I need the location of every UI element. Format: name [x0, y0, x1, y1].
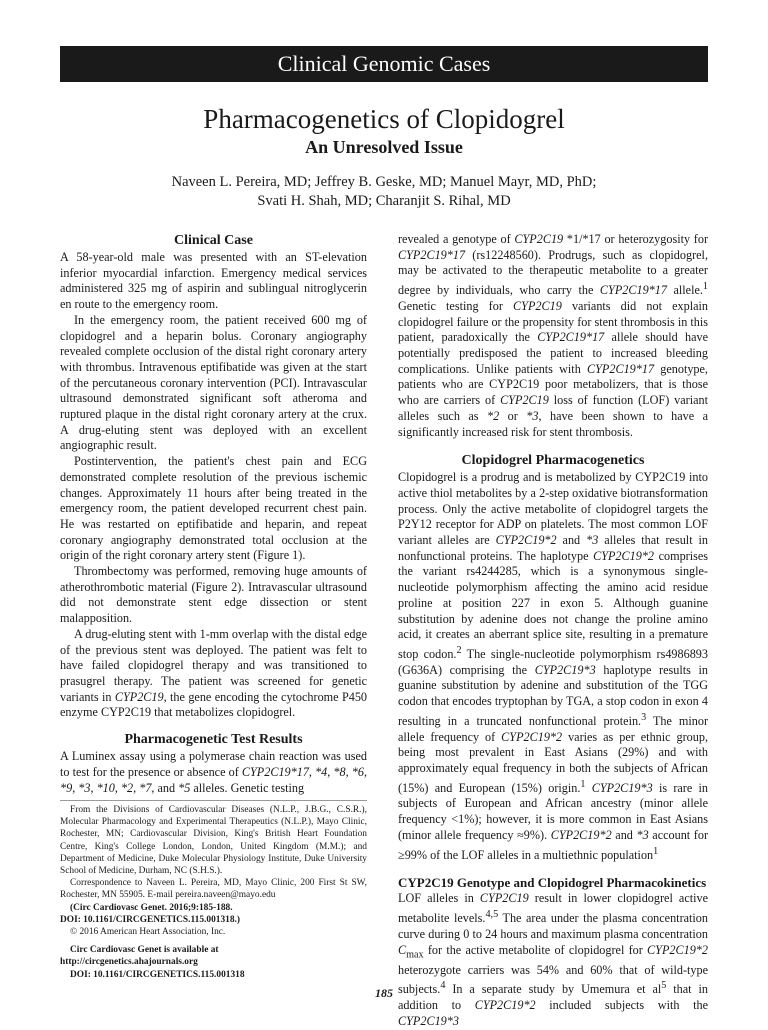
left-column [60, 232, 367, 796]
footnote-copyright: © 2016 American Heart Association, Inc. [70, 927, 226, 938]
paragraph: A 58-year-old male was presented with an ST-elevation inferior myocardial infarction. Emergency medical services administered 325 mg of aspirin and sublingual nitroglycerin en route to the emergency room. [60, 250, 367, 312]
paragraph: LOF alleles in CYP2C19 result in lower clopidogrel active metabolite levels.$^{4,5}$ The area under the plasma concentration curve during 0 to 24 hours and maximum plasma concentration $C_{max}$ for the active metabolite of clopidogrel for CYP2C19*2 heterozygote carriers was 54% and 60% that of wild-type subjects.$^4$ In a separate study by Umemura et $al^5$ that in addition to CYP2C19*2 included subjects with the CYP2C19*3 [398, 891, 709, 1028]
footnote-doi: DOI: 10.1161/CIRCGENETICS.115.001318.) [60, 914, 240, 925]
heading-test-results: Pharmacogenetic Test Results [124, 732, 303, 748]
footnote-block [60, 804, 367, 981]
paragraph: Thrombectomy was performed, removing huge amounts of atherothrombotic material (Figure 2). Intravascular ultrasound did not demonstrate stent edge dissection or stent malapposition. [60, 564, 367, 626]
heading-clopidogrel-pgx: Clopidogrel Pharmacogenetics [461, 453, 645, 469]
heading-genotype-pk: CYP2C19 Genotype and Clopidogrel Pharmacokinetics [398, 875, 707, 891]
page-number: 185 [375, 986, 393, 1000]
paragraph: A Luminex assay using a polymerase chain reaction was used to test for the presence or absence of CYP2C19*17, *4, *8, *6, *9, *3, *10, *2, *7, and *5 alleles. Genetic testing [60, 749, 367, 795]
authors-line-1: Naveen L. Pereira, MD; Jeffrey B. Geske, MD; Manuel Mayr, MD, PhD; [171, 174, 597, 190]
footnote-available-1: Circ Cardiovasc Genet is available at [70, 945, 219, 956]
right-column [398, 232, 708, 1030]
footnote-rule [60, 800, 367, 801]
footnote-citation: (Circ Cardiovasc Genet. 2016;9:185-188. [70, 902, 233, 913]
heading-clinical-case: Clinical Case [174, 233, 253, 248]
section-banner: Clinical Genomic Cases [60, 46, 708, 82]
paragraph: A drug-eluting stent with 1-mm overlap with the distal edge of the previous stent was deployed. The patient was felt to have failed clopidogrel therapy and was transitioned to prasugrel therapy. The patient was screened for genetic variants in CYP2C19, the gene encoding the cytochrome P450 enzyme CYP2C19 that metabolizes clopidogrel. [60, 626, 368, 720]
paragraph: In the emergency room, the patient received 600 mg of clopidogrel and a heparin bolus. Coronary angiography revealed complete occlusion of the distal right coronary artery with thrombus. Intravenous eptifibatide was given at the start of the percutaneous coronary intervention (PCI). Intravascular ultrasound demonstrated significant soft atheroma and ruptured plaque in the distal right coronary artery at the crux. A drug-eluting stent was deployed with an excellent angiographic result. [60, 312, 367, 453]
footnote-available-3: DOI: 10.1161/CIRCGENETICS.115.001318 [70, 969, 245, 980]
article-subtitle: An Unresolved Issue [305, 137, 463, 157]
authors-line-2: Svati H. Shah, MD; Charanjit S. Rihal, MD [257, 193, 511, 209]
article-title: Pharmacogenetics of Clopidogrel [203, 104, 565, 134]
paragraph: Postintervention, the patient's chest pain and ECG demonstrated complete resolution of the previous ischemic changes. Approximately 11 hours after being treated in the emergency room, the patient developed recurrent chest pain. He was restarted on eptifibatide and heparin, and repeat coronary angiography demonstrated total occlusion at the origin of the right coronary artery stent (Figure 1). [60, 454, 367, 563]
footnote-affiliations: From the Divisions of Cardiovascular Diseases (N.L.P., J.B.G., C.S.R.), Molecular Pharmacology and Experimental Therapeutics (N.L.P.), Mayo Clinic, Rochester, MN; Cardiovascular Division, King's British Heart Foundation Centre, King's College London, London, United Kingdom (M.M.); and Department of Medicine, Duke Molecular Physiology Institute, Duke University School of Medicine, Durham, NC (S.H.S.). [60, 805, 367, 877]
footnote-available-2[interactable]: http://circgenetics.ahajournals.org [60, 957, 198, 968]
footnote-correspondence: Correspondence to Naveen L. Pereira, MD, Mayo Clinic, 200 First St SW, Rochester, MN 55905. E-mail pereira.naveen@mayo.edu [60, 878, 367, 901]
paragraph: revealed a genotype of CYP2C19 *1/*17 or heterozygosity for CYP2C19*17 (rs12248560). Prodrugs, such as clopidogrel, may be activated to the therapeutic metabolite to a greater degree by individuals, who carry the CYP2C19*17 allele.$^1$ Genetic testing for CYP2C19 variants did not explain clopidogrel failure or the propensity for stent thrombosis in this patient, paradoxically the CYP2C19*17 allele should have potentially predisposed the patient to increased bleeding complications. Unlike patients with CYP2C19*17 genotype, patients who are CYP2C19 poor metabolizers, that is those who are carriers of CYP2C19 loss of function (LOF) variant alleles such as *2 or *3, have been shown to have a significantly increased risk for stent thrombosis. [398, 232, 709, 439]
author-list [0, 173, 768, 211]
paragraph: Clopidogrel is a prodrug and is metabolized by CYP2C19 into active thiol metabolites by a 2-step oxidative biotransformation process. Only the active metabolite of clopidogrel targets the P2Y12 receptor for ADP on platelets. The most common LOF variant alleles are CYP2C19*2 and *3 alleles that result in nonfunctional proteins. The haplotype CYP2C19*2 comprises the variant rs4244285, which is a synonymous single-nucleotide polymorphism affecting the amino acid residue proline at position 227 in exon 5. Although guanine substitution by adenine does not change the proline amino acid, it creates an aberrant splice site, resulting in a premature stop codon.$^2$ The single-nucleotide polymorphism rs4986893 (G636A) comprising the CYP2C19*3 haplotype results in guanine substitution by adenine and substitution of the TGG codon that encodes tryptophan by TGA, a stop codon in exon 4 resulting in a truncated nonfunctional protein.$^3$ The minor allele frequency of CYP2C19*2 varies as per ethnic group, being most prevalent in East Asians (29%) and with approximately equal frequency in both the subjects of African (15%) and European (15%) origin.$^1$ CYP2C19*3 is rare in subjects of European and African ancestry (minor allele frequency <1%); however, it is more common in East Asians (minor allele frequency ≈9%). CYP2C19*2 and *3 account for ≥99% of the LOF alleles in a multiethnic population$^1$ [398, 470, 709, 862]
